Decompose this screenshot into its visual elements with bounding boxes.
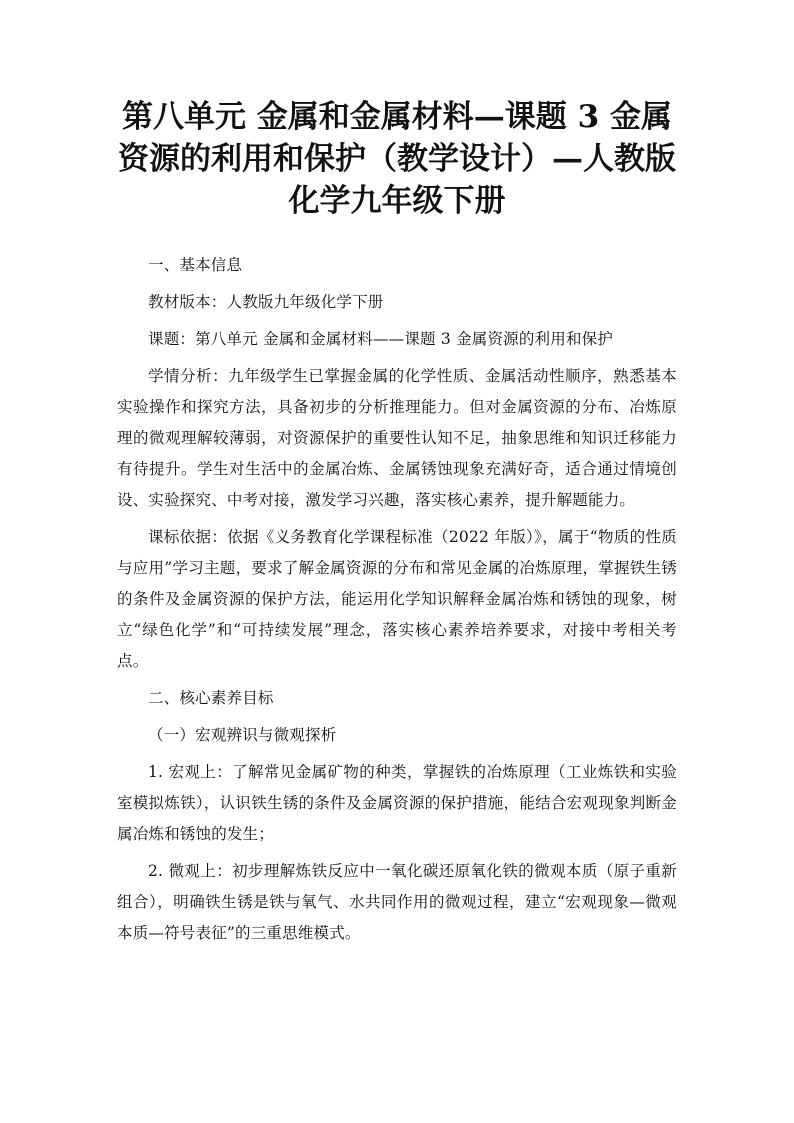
document-title: 第八单元 金属和金属材料—课题 3 金属资源的利用和保护（教学设计）—人教版化学九年级下册 (118, 99, 676, 219)
learner-analysis: 学情分析：九年级学生已掌握金属的化学性质、金属活动性顺序，熟悉基本实验操作和探究方法，具备初步的分析推理能力。但对金属资源的分布、冶炼原理的微观理解较薄弱，对资源保护的重要性认知不足，抽象思维和知识迁移能力有待提升。学生对生活中的金属冶炼、金属锈蚀现象充满好奇，适合通过情境创设、实验探究、中考对接，激发学习兴趣，落实核心素养，提升解题能力。 (117, 367, 677, 509)
curriculum-basis: 课标依据：依据《义务教育化学课程标准（2022 年版）》，属于“物质的性质与应用”学习主题，要求了解金属资源的分布和常见金属的冶炼原理，掌握铁生锈的条件及金属资源的保护方法，能运用化学知识解释金属冶炼和锈蚀的现象，树立“绿色化学”和“可持续发展”理念，落实核心素养培养要求，对接中考相关考点。 (117, 528, 677, 670)
document-body (117, 250, 677, 955)
lesson-topic: 课题：第八单元 金属和金属材料——课题 3 金属资源的利用和保护 (148, 330, 614, 348)
textbook-version: 教材版本：人教版九年级化学下册 (148, 293, 384, 311)
goal-micro: 2. 微观上：初步理解炼铁反应中一氧化碳还原氧化铁的微观本质（原子重新组合），明确铁生锈是铁与氧气、水共同作用的微观过程，建立“宏观现象—微观本质—符号表征”的三重思维模式。 (117, 862, 677, 942)
subsection-heading-macro-micro: （一）宏观辨识与微观探析 (148, 726, 337, 744)
goal-macro: 1. 宏观上：了解常见金属矿物的种类，掌握铁的冶炼原理（工业炼铁和实验室模拟炼铁），认识铁生锈的条件及金属资源的保护措施，能结合宏观现象判断金属冶炼和锈蚀的发生； (117, 763, 677, 843)
section-heading-core-goals: 二、核心素养目标 (148, 689, 274, 707)
section-heading-basic-info: 一、基本信息 (148, 256, 243, 274)
